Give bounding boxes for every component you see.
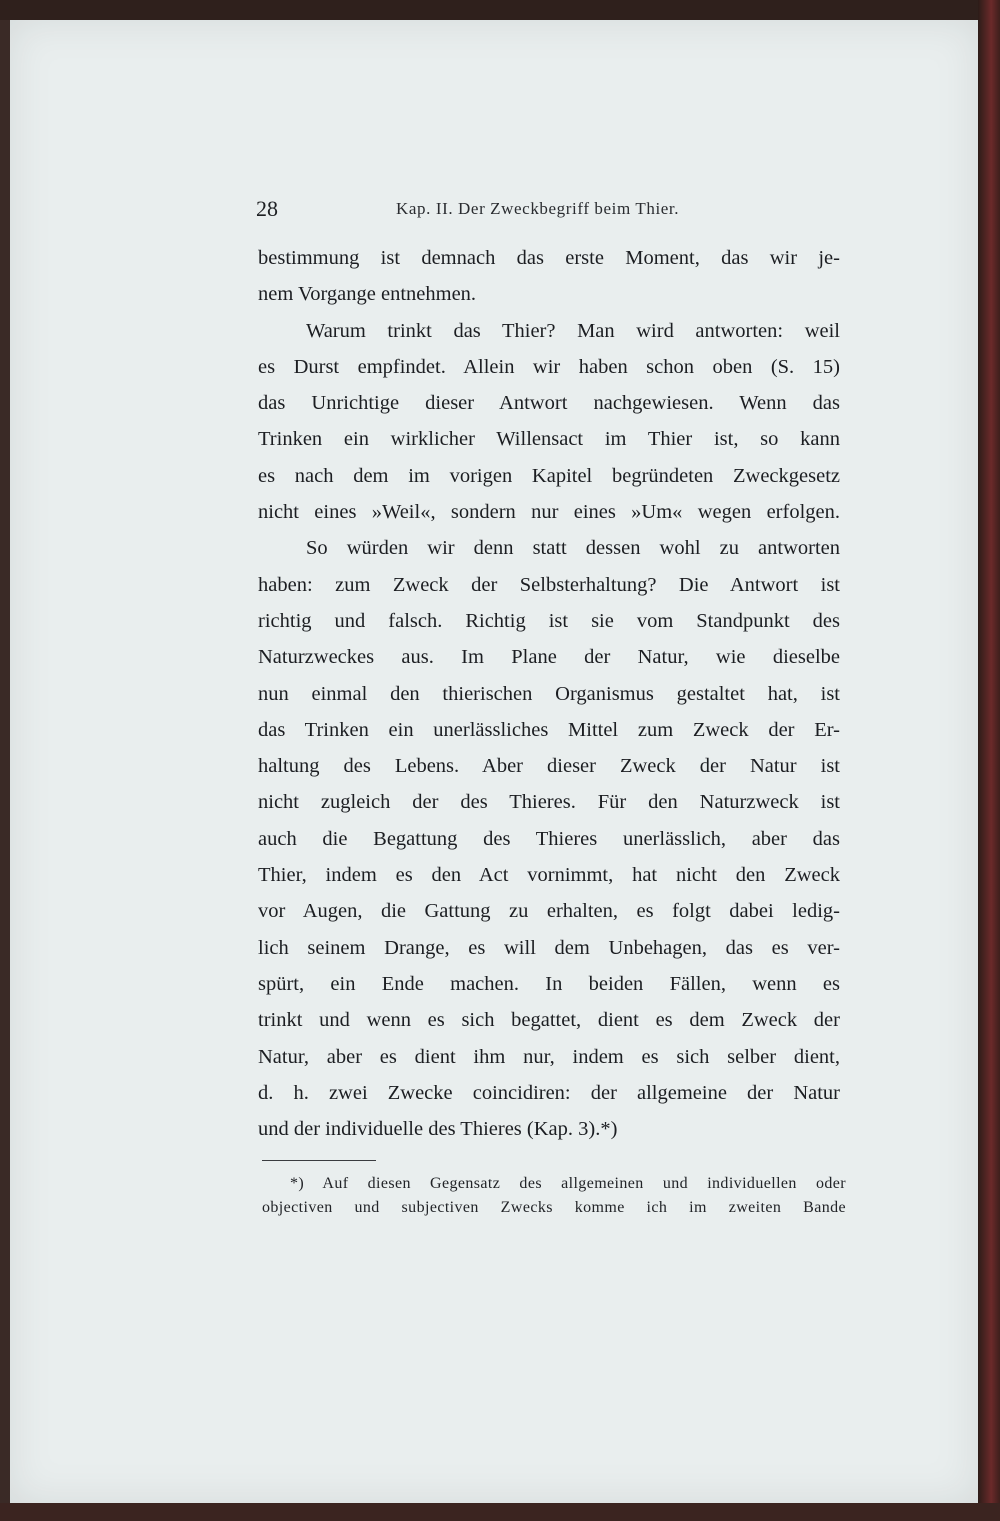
text-line: es nach dem im vorigen Kapitel begründeten Zweckgesetz [258, 464, 840, 487]
text-line: lich seinem Drange, es will dem Unbehagen, das es ver- [258, 936, 840, 959]
text-line: nicht zugleich der des Thieres. Für den Naturzweck ist [258, 791, 840, 814]
text-line: haben: zum Zweck der Selbsterhaltung? Die Antwort ist [258, 573, 840, 596]
body-text [258, 240, 840, 1147]
scan-top-border [0, 0, 1000, 20]
text-line: nun einmal den thierischen Organismus gestaltet hat, ist [258, 682, 840, 705]
text-line: auch die Begattung des Thieres unerlässlich, aber das [258, 827, 840, 850]
text-line: nicht eines »Weil«, sondern nur eines »Um« wegen erfolgen. [258, 501, 840, 524]
text-line: nem Vorgange entnehmen. [258, 283, 477, 306]
running-head: Kap. II. Der Zweckbegriff beim Thier. [396, 199, 680, 218]
scan-bottom-border [0, 1503, 1000, 1521]
text-line: es Durst empfindet. Allein wir haben schon oben (S. 15) [258, 355, 840, 378]
text-line: richtig und falsch. Richtig ist sie vom Standpunkt des [258, 609, 840, 632]
page-number: 28 [256, 196, 278, 221]
book-binding-edge [978, 0, 1000, 1521]
text-line: trinkt und wenn es sich begattet, dient es dem Zweck der [258, 1009, 840, 1032]
text-line: So würden wir denn statt dessen wohl zu antworten [306, 537, 840, 560]
text-line: Warum trinkt das Thier? Man wird antworten: weil [306, 319, 840, 342]
text-line: spürt, ein Ende machen. In beiden Fällen, wenn es [258, 972, 840, 995]
text-line: und der individuelle des Thieres (Kap. 3).*) [258, 1118, 618, 1141]
text-line: Trinken ein wirklicher Willensact im Thier ist, so kann [258, 428, 840, 451]
footnote-line: *) Auf diesen Gegensatz des allgemeinen und individuellen oder [290, 1175, 846, 1192]
page-header [256, 196, 846, 226]
footnote [262, 1172, 846, 1220]
text-line: Thier, indem es den Act vornimmt, hat nicht den Zweck [258, 864, 840, 887]
text-line: d. h. zwei Zwecke coincidiren: der allgemeine der Natur [258, 1081, 840, 1104]
text-line: Naturzweckes aus. Im Plane der Natur, wie dieselbe [258, 646, 840, 669]
footnote-divider [262, 1160, 376, 1161]
footnote-line: objectiven und subjectiven Zwecks komme ich im zweiten Bande [262, 1199, 846, 1216]
text-line: bestimmung ist demnach das erste Moment, das wir je- [258, 247, 840, 269]
text-line: das Trinken ein unerlässliches Mittel zum Zweck der Er- [258, 718, 840, 741]
text-line: das Unrichtige dieser Antwort nachgewiesen. Wenn das [258, 392, 840, 415]
text-line: vor Augen, die Gattung zu erhalten, es folgt dabei ledig- [258, 900, 840, 923]
text-line: haltung des Lebens. Aber dieser Zweck der Natur ist [258, 755, 840, 778]
text-line: Natur, aber es dient ihm nur, indem es sich selber dient, [258, 1045, 840, 1068]
